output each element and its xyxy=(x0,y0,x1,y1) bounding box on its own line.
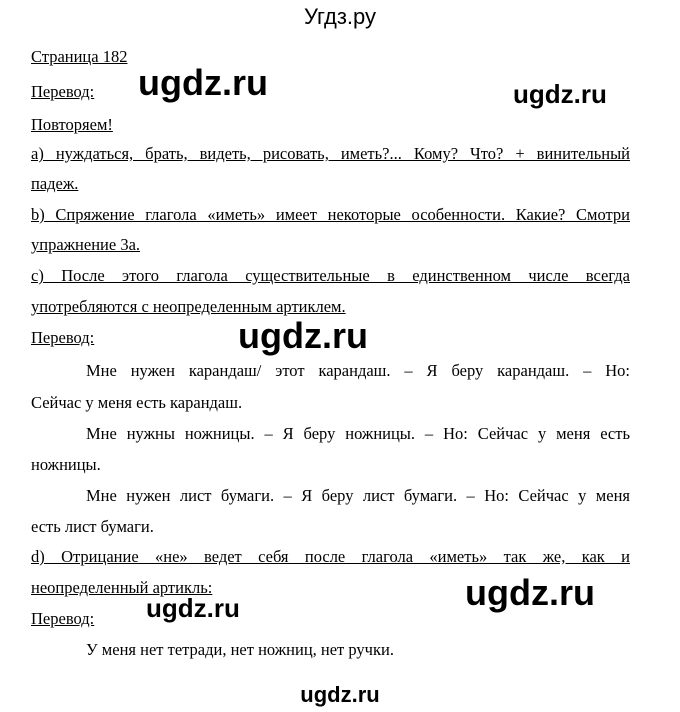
point-a-line-1: a) нуждаться, брать, видеть, рисовать, иметь?... Кому? Что? + винительный xyxy=(31,144,630,163)
point-d-line-1: d) Отрицание «не» ведет себя после глагола «иметь» так же, как и xyxy=(31,547,630,566)
site-header: Угдз.ру xyxy=(303,4,377,29)
translation-label: Перевод: xyxy=(31,82,95,101)
point-d-line-2: неопределенный артикль: xyxy=(31,578,213,597)
point-b-line-1: b) Спряжение глагола «иметь» имеет некоторые особенности. Какие? Смотри xyxy=(31,205,630,224)
example-2-line-1: Мне нужны ножницы. – Я беру ножницы. – Но: Сейчас у меня есть xyxy=(86,424,630,443)
point-b-line-2: упражнение 3а. xyxy=(31,235,141,254)
watermark: ugdz.ru xyxy=(513,79,607,109)
site-footer: ugdz.ru xyxy=(300,682,380,707)
translation-label: Перевод: xyxy=(31,609,95,628)
translation-label: Перевод: xyxy=(31,328,95,347)
point-c-line-1: с) После этого глагола существительные в единственном числе всегда xyxy=(31,266,630,285)
repeat-label: Повторяем! xyxy=(31,115,113,134)
example-1-line-2: Сейчас у меня есть карандаш. xyxy=(31,393,243,412)
example-3-line-2: есть лист бумаги. xyxy=(31,517,154,536)
page-label: Страница 182 xyxy=(31,47,128,66)
example-1-line-1: Мне нужен карандаш/ этот карандаш. – Я беру карандаш. – Но: xyxy=(86,361,630,380)
example-2-line-2: ножницы. xyxy=(31,455,101,474)
final-sentence: У меня нет тетради, нет ножниц, нет ручки. xyxy=(86,640,394,659)
watermark: ugdz.ru xyxy=(238,315,368,356)
point-c-line-2: употребляются с неопределенным артиклем. xyxy=(31,297,346,316)
watermark: ugdz.ru xyxy=(465,572,595,613)
watermark: ugdz.ru xyxy=(138,62,268,103)
watermark: ugdz.ru xyxy=(146,593,240,623)
point-a-line-2: падеж. xyxy=(31,174,79,193)
example-3-line-1: Мне нужен лист бумаги. – Я беру лист бумаги. – Но: Сейчас у меня xyxy=(86,486,630,505)
